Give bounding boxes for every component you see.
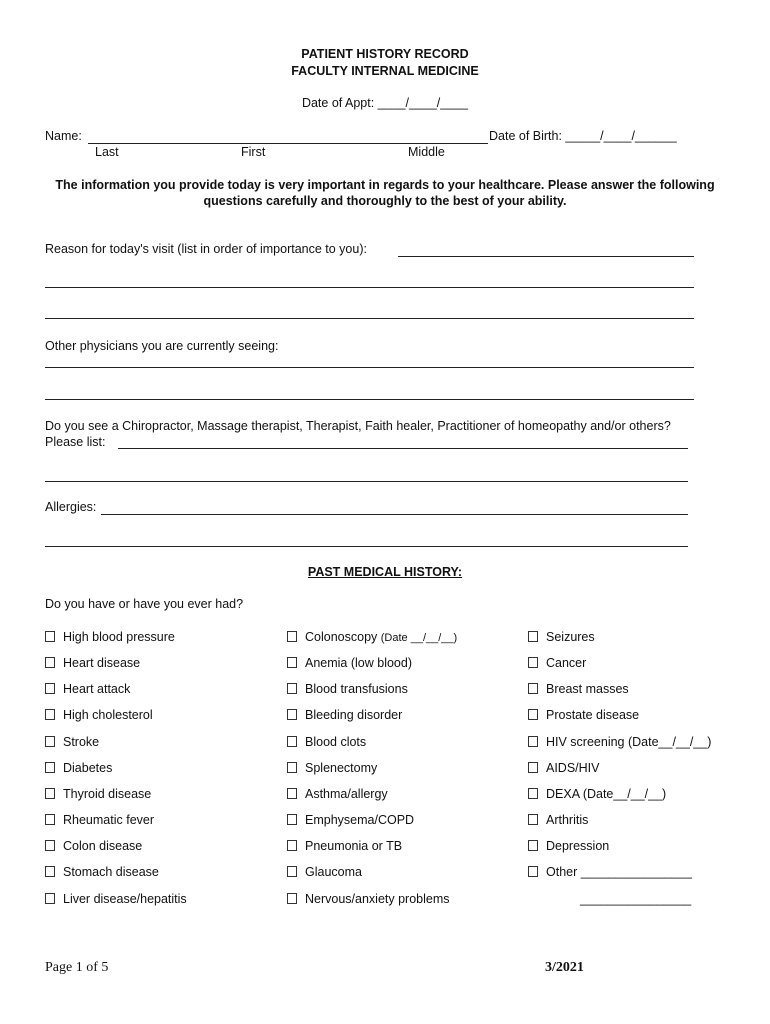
other-input-line-2[interactable]: ________________ — [580, 892, 692, 906]
condition-item[interactable]: Glaucoma — [287, 865, 362, 879]
condition-item[interactable]: Asthma/allergy — [287, 787, 388, 801]
checkbox-icon[interactable] — [287, 683, 297, 694]
condition-item[interactable]: Thyroid disease — [45, 787, 151, 801]
revision-date: 3/2021 — [545, 960, 584, 975]
alternative-question: Do you see a Chiropractor, Massage therapist, Therapist, Faith healer, Practitioner of homeopathy and/or others? — [45, 419, 671, 433]
condition-item[interactable]: Blood clots — [287, 735, 366, 749]
condition-item[interactable]: Stroke — [45, 735, 99, 749]
reason-input-line-2[interactable] — [45, 287, 694, 288]
checkbox-icon[interactable] — [287, 840, 297, 851]
condition-item[interactable]: Rheumatic fever — [45, 813, 154, 827]
checkbox-icon[interactable] — [287, 762, 297, 773]
intro-line-2: questions carefully and thoroughly to the best of your ability. — [203, 194, 567, 208]
condition-item[interactable]: Pneumonia or TB — [287, 839, 402, 853]
checkbox-icon[interactable] — [287, 788, 297, 799]
middle-name-caption: Middle — [408, 145, 445, 159]
checkbox-icon[interactable] — [287, 709, 297, 720]
reason-label: Reason for today's visit (list in order of importance to you): — [45, 242, 367, 256]
condition-item[interactable]: Blood transfusions — [287, 682, 408, 696]
form-subtitle: FACULTY INTERNAL MEDICINE — [291, 64, 479, 78]
checkbox-icon[interactable] — [528, 683, 538, 694]
checkbox-icon[interactable] — [528, 657, 538, 668]
date-of-appt-field[interactable]: Date of Appt: ____/____/____ — [301, 96, 469, 110]
alternative-input-line-1[interactable] — [118, 448, 688, 449]
condition-item[interactable]: Arthritis — [528, 813, 588, 827]
condition-item[interactable]: AIDS/HIV — [528, 761, 600, 775]
condition-item[interactable]: Colon disease — [45, 839, 142, 853]
condition-item[interactable]: HIV screening (Date__/__/__) — [528, 735, 711, 749]
checkbox-icon[interactable] — [528, 840, 538, 851]
allergies-label: Allergies: — [45, 500, 97, 514]
condition-item[interactable]: Stomach disease — [45, 865, 159, 879]
alternative-input-line-2[interactable] — [45, 481, 688, 482]
checkbox-icon[interactable] — [287, 814, 297, 825]
checkbox-icon[interactable] — [45, 788, 55, 799]
please-list-label: Please list: — [45, 435, 106, 449]
checkbox-icon[interactable] — [45, 762, 55, 773]
condition-item[interactable]: Anemia (low blood) — [287, 656, 412, 670]
checkbox-icon[interactable] — [528, 788, 538, 799]
colonoscopy-date[interactable]: (Date __/__/__) — [380, 632, 458, 644]
physicians-input-line-1[interactable] — [45, 367, 694, 368]
checkbox-icon[interactable] — [45, 840, 55, 851]
physicians-label: Other physicians you are currently seeing: — [45, 339, 279, 353]
date-of-birth-field[interactable]: Date of Birth: _____/____/______ — [489, 129, 677, 143]
checkbox-icon[interactable] — [45, 866, 55, 877]
condition-item[interactable]: Breast masses — [528, 682, 629, 696]
checkbox-icon[interactable] — [45, 814, 55, 825]
checkbox-icon[interactable] — [287, 657, 297, 668]
condition-item[interactable]: Emphysema/COPD — [287, 813, 414, 827]
condition-item[interactable]: Heart attack — [45, 682, 130, 696]
checkbox-icon[interactable] — [528, 866, 538, 877]
checkbox-icon[interactable] — [528, 736, 538, 747]
condition-item[interactable]: Colonoscopy (Date __/__/__) — [287, 630, 457, 644]
checkbox-icon[interactable] — [287, 736, 297, 747]
condition-item[interactable]: Splenectomy — [287, 761, 377, 775]
checkbox-icon[interactable] — [528, 762, 538, 773]
reason-input-line-3[interactable] — [45, 318, 694, 319]
past-medical-history-heading: PAST MEDICAL HISTORY: — [307, 565, 463, 579]
last-name-caption: Last — [95, 145, 119, 159]
checkbox-icon[interactable] — [45, 631, 55, 642]
name-label: Name: — [45, 129, 82, 143]
physicians-input-line-2[interactable] — [45, 399, 694, 400]
checkbox-icon[interactable] — [287, 631, 297, 642]
condition-item[interactable]: Other ________________ — [528, 865, 692, 879]
checkbox-icon[interactable] — [45, 893, 55, 904]
form-title: PATIENT HISTORY RECORD — [301, 47, 469, 61]
condition-item[interactable]: Seizures — [528, 630, 595, 644]
checkbox-icon[interactable] — [45, 683, 55, 694]
condition-item[interactable]: High cholesterol — [45, 708, 153, 722]
checkbox-icon[interactable] — [528, 709, 538, 720]
allergies-input-line-2[interactable] — [45, 546, 688, 547]
allergies-input-line-1[interactable] — [101, 514, 688, 515]
condition-item[interactable]: Prostate disease — [528, 708, 639, 722]
page-number: Page 1 of 5 — [45, 960, 109, 975]
first-name-caption: First — [241, 145, 266, 159]
condition-item[interactable]: Nervous/anxiety problems — [287, 892, 450, 906]
condition-item[interactable]: High blood pressure — [45, 630, 175, 644]
condition-item[interactable]: Diabetes — [45, 761, 112, 775]
condition-item[interactable]: Bleeding disorder — [287, 708, 402, 722]
name-input-line[interactable] — [88, 143, 488, 144]
reason-input-line-1[interactable] — [398, 256, 694, 257]
checkbox-icon[interactable] — [45, 709, 55, 720]
intro-line-1: The information you provide today is very important in regards to your healthcare. Please answer the following — [55, 178, 715, 192]
checkbox-icon[interactable] — [528, 814, 538, 825]
checkbox-icon[interactable] — [45, 657, 55, 668]
checkbox-icon[interactable] — [45, 736, 55, 747]
checkbox-icon[interactable] — [287, 866, 297, 877]
condition-item[interactable]: Depression — [528, 839, 609, 853]
condition-item[interactable]: Heart disease — [45, 656, 140, 670]
history-question: Do you have or have you ever had? — [45, 597, 244, 611]
condition-item[interactable]: Liver disease/hepatitis — [45, 892, 187, 906]
checkbox-icon[interactable] — [528, 631, 538, 642]
condition-item[interactable]: Cancer — [528, 656, 586, 670]
checkbox-icon[interactable] — [287, 893, 297, 904]
condition-item[interactable]: DEXA (Date__/__/__) — [528, 787, 666, 801]
